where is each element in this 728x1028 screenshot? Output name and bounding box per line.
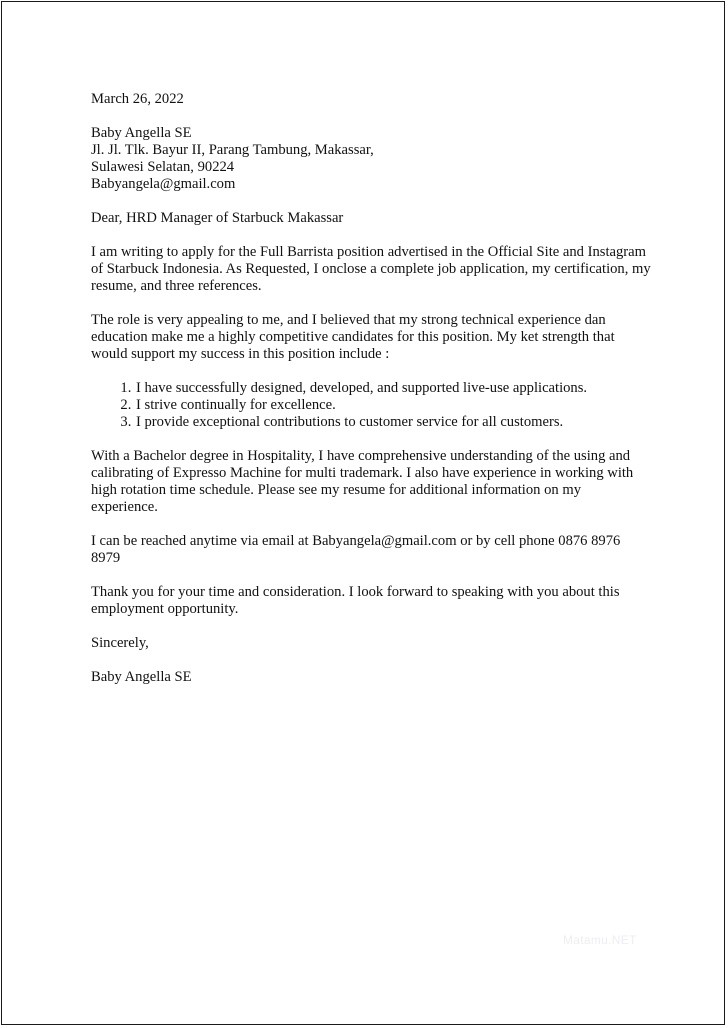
sender-address-line2: Sulawesi Selatan, 90224 [91,159,235,175]
strengths-list [91,380,651,431]
paragraph-thanks: Thank you for your time and consideration. I look forward to speaking with you about this employment opportunity. [91,584,620,617]
signature-name: Baby Angella SE [91,669,192,685]
cover-letter [91,91,651,703]
document-page [1,1,725,1025]
closing: Sincerely, [91,635,149,651]
salutation: Dear, HRD Manager of Starbuck Makassar [91,210,344,226]
paragraph-application: I am writing to apply for the Full Barrista position advertised in the Official Site and Instagram of Starbuck Indonesia. As Requested, I onclose a complete job application, my certification, my resume, and three references. [91,244,651,294]
paragraph-contact: I can be reached anytime via email at Babyangela@gmail.com or by cell phone 0876 8976 8979 [91,533,621,566]
sender-email: Babyangela@gmail.com [91,176,236,192]
sender-name: Baby Angella SE [91,125,192,141]
list-item: 1. I have successfully designed, developed, and supported live-use applications. [135,380,651,397]
sender-block [91,125,651,193]
paragraph-education: With a Bachelor degree in Hospitality, I have comprehensive understanding of the using and calibrating of Expresso Machine for multi trademark. I also have experience in working with high rotation time schedule. Please see my resume for additional information on my experience. [91,448,634,515]
list-item: 2. I strive continually for excellence. [135,397,651,414]
watermark: Matamu.NET [563,933,637,947]
paragraph-strengths-intro: The role is very appealing to me, and I believed that my strong technical experience dan education make me a highly competitive candidates for this position. My ket strength that would support my success in this position include : [91,312,615,362]
sender-address-line1: Jl. Jl. Tlk. Bayur II, Parang Tambung, Makassar, [91,142,374,158]
letter-date: March 26, 2022 [91,91,184,107]
list-item: 3. I provide exceptional contributions to customer service for all customers. [135,414,651,431]
